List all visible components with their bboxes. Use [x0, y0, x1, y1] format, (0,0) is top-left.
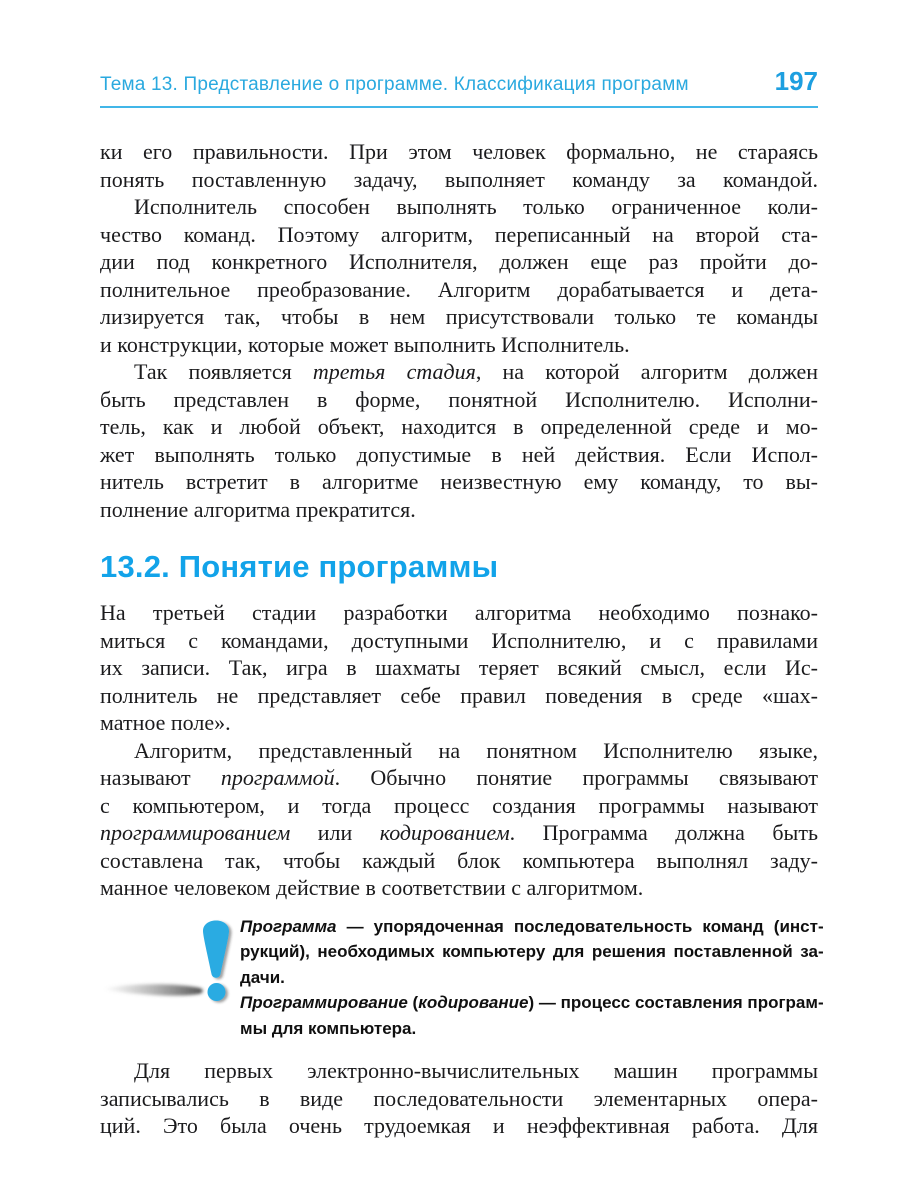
paragraph	[100, 358, 818, 523]
paragraph	[100, 193, 818, 358]
text-line: дии под конкретного Исполнителя, должен еще раз пройти до-	[100, 249, 818, 274]
text-line: с компьютером, и тогда процесс создания программы называют	[100, 792, 818, 818]
text-line: записывались в виде последовательности элементарных опера-	[100, 1085, 818, 1111]
text-line: манное человеком действие в соответствии с алгоритмом.	[100, 875, 644, 900]
section-heading: 13.2. Понятие программы	[100, 549, 499, 584]
paragraph	[100, 138, 818, 193]
running-header	[100, 66, 818, 97]
text-line: рукций), необходимых компьютеру для решения поставленной за-	[240, 942, 824, 961]
paragraph	[100, 1057, 818, 1140]
text-line: их записи. Так, игра в шахматы теряет всякий смысл, если Ис-	[100, 655, 818, 680]
text-line: составлена так, чтобы каждый блок компьютера выполнял заду-	[100, 847, 818, 873]
text-line: жет выполнять только допустимые в ней действия. Если Испол-	[100, 441, 818, 467]
paragraph	[100, 599, 818, 737]
paragraph	[100, 737, 818, 902]
text-line: нитель встретит в алгоритме неизвестную ему команду, то вы-	[100, 469, 818, 494]
text-line: полнительное преобразование. Алгоритм дорабатывается и дета-	[100, 276, 818, 302]
page-number: 197	[774, 66, 818, 96]
text-line: Так появляется третья стадия, на которой алгоритм должен	[134, 359, 819, 384]
definition-text	[240, 914, 824, 1042]
text-line: быть представлен в форме, понятной Исполнителю. Исполни-	[100, 386, 818, 412]
running-header-title: Тема 13. Представление о программе. Классификация программ	[100, 74, 689, 95]
text-line: и конструкции, которые может выполнить Исполнитель.	[100, 331, 630, 357]
text-line: понять поставленную задачу, выполняет команду за командой.	[100, 166, 818, 192]
text-line: программированием или кодированием. Программа должна быть	[100, 820, 818, 845]
definition-callout	[100, 914, 824, 1042]
text-line: дачи.	[240, 967, 285, 987]
text-line: На третьей стадии разработки алгоритма необходимо познако-	[100, 600, 818, 625]
text-line: ций. Это была очень трудоемкая и неэффективная работа. Для	[100, 1113, 818, 1138]
text-line: матное поле».	[100, 710, 231, 735]
text-line: чество команд. Поэтому алгоритм, переписанный на второй ста-	[100, 221, 818, 247]
text-line: Исполнитель способен выполнять только ограниченное коли-	[134, 194, 818, 219]
text-line: называют программой. Обычно понятие программы связывают	[100, 765, 818, 790]
page-body	[100, 138, 824, 1140]
text-line: лизируется так, чтобы в нем присутствовали только те команды	[100, 304, 818, 329]
text-line: тель, как и любой объект, находится в определенной среде и мо-	[100, 414, 818, 439]
text-line: мы для компьютера.	[240, 1018, 417, 1038]
text-line: полнитель не представляет себе правил поведения в среде «шах-	[100, 682, 818, 708]
text-line: ки его правильности. При этом человек формально, не стараясь	[100, 139, 818, 164]
exclamation-icon	[100, 914, 240, 1018]
text-line: миться с командами, доступными Исполнителю, и с правилами	[100, 627, 818, 653]
text-line: полнение алгоритма прекратится.	[100, 496, 416, 522]
text-line: Программирование (кодирование) — процесс составления програм-	[240, 993, 824, 1012]
header-rule	[100, 106, 818, 108]
text-line: Для первых электронно-вычислительных машин программы	[134, 1058, 818, 1083]
text-line: Программа — упорядоченная последовательность команд (инст-	[240, 916, 824, 936]
text-line: Алгоритм, представленный на понятном Исполнителю языке,	[134, 737, 818, 763]
